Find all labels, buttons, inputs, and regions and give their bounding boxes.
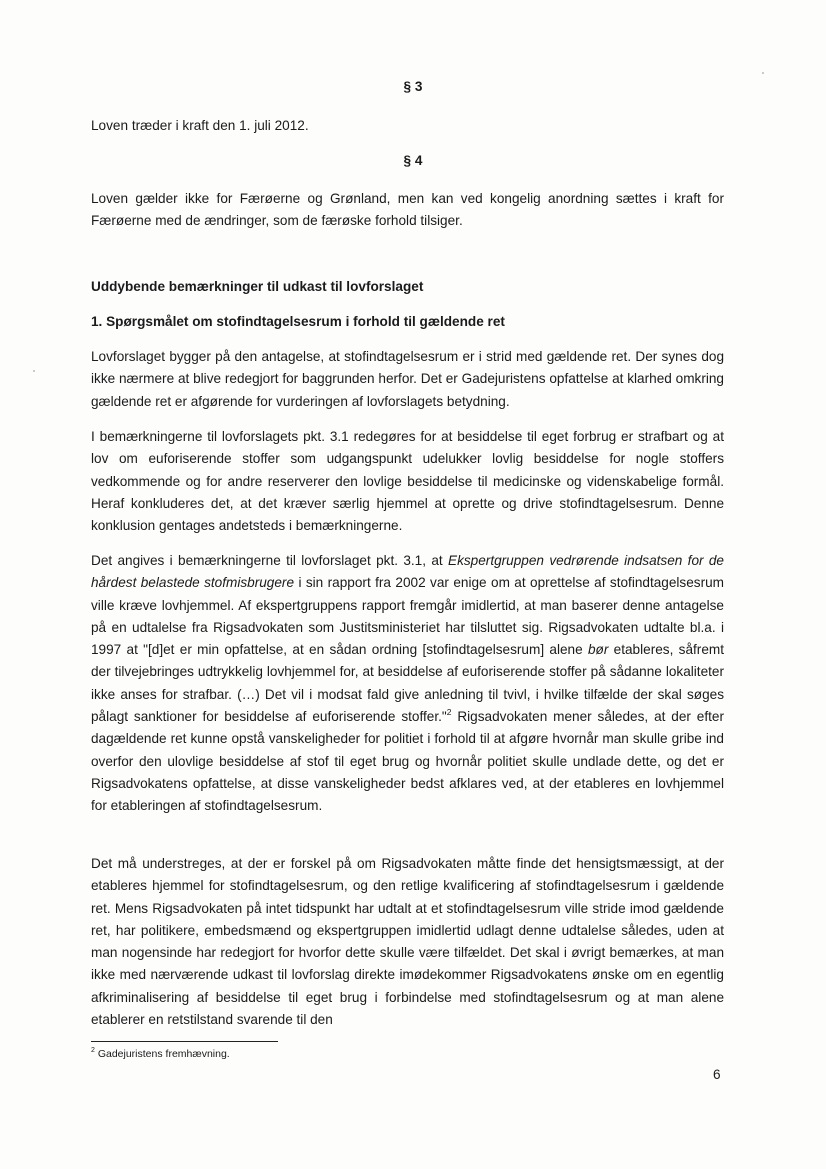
- paragraph-3-part-a: Det angives i bemærkningerne til lovforslaget pkt. 3.1, at: [91, 553, 449, 568]
- section-3-text: Loven træder i kraft den 1. juli 2012.: [91, 118, 309, 133]
- footnote-separator: [91, 1041, 278, 1042]
- scan-speck: [33, 370, 35, 372]
- paragraph-1: Lovforslaget bygger på den antagelse, at stofindtagelsesrum er i strid med gældende ret. Der synes dog ikke nærmere at blive redegjort for baggrunden herfor. Det er Gadejuristens opfattelse at klarhed omkring gældende ret er afgørende for vurderingen af lovforslagets betydning.: [91, 349, 724, 409]
- section-4-text: Loven gælder ikke for Færøerne og Grønland, men kan ved kongelig anordning sættes i kraft for Færøerne med de ændringer, som de færøske forhold tilsiger.: [91, 191, 724, 229]
- paragraph-3-part-b: i sin rapport fra 2002 var enige om at oprettelse af stofindtagelsesrum ville kræve lovhjemmel. Af ekspertgruppens rapport fremgår imidlertid, at man baserer denne antagelse på en udtalelse fra Rigsadvokaten som Justitsministeriet har tilsluttet sig. Rigsadvokaten udtalte bl.a. i 1997 at "[d]et er min opfattelse, at en sådan ordning [stofindtagelsesrum] alene: [91, 575, 725, 658]
- paragraph-3-italic-emphasis: bør: [587, 642, 609, 658]
- section-4-heading: § 4: [403, 153, 423, 168]
- section-3-heading: § 3: [403, 79, 423, 94]
- paragraph-3: [91, 550, 724, 818]
- scan-speck: [762, 72, 764, 74]
- paragraph-4: Det må understreges, at der er forskel på om Rigsadvokaten måtte finde det hensigtsmæssigt, at der etableres hjemmel for stofindtagelsesrum, og den retlige kvalificering af stofindtagelsesrum i gældende ret. Mens Rigsadvokaten på intet tidspunkt har udtalt at et stofindtagelsesrum ville stride imod gældende ret, har politikere, embedsmænd og ekspertgruppen imidlertid udlagt denne udtalelse således, uden at man nogensinde har redegjort for hvorfor dette skulle være tilfældet. Det skal i øvrigt bemærkes, at man ikke med nærværende udkast til lovforslag direkte imødekommer Rigsadvokatens ønske om en egentlig afkriminalisering af besiddelse til eget brug i forbindelse med stofindtagelsesrum og at man alene etablerer en retstilstand svarende til den: [91, 856, 724, 1028]
- paragraph-3-italic-group-name: Ekspertgruppen vedrørende indsatsen for de hårdest belastede stofmisbrugere: [91, 553, 724, 591]
- subheading-1: 1. Spørgsmålet om stofindtagelsesrum i forhold til gældende ret: [91, 314, 505, 329]
- paragraph-3-part-d: Rigsadvokaten mener således, at der efter dagældende ret kunne opstå vanskeligheder for politiet i forhold til at afgøre hvornår man skulle gribe ind overfor den ulovlige besiddelse af stof til eget brug og hvornår politiet skulle undlade dette, og det er Rigsadvokatens opfattelse, at disse vanskeligheder bedst afklares ved, at der etableres en lovhjemmel for etableringen af stofindtagelsesrum.: [91, 709, 725, 814]
- footnote-number: 2: [91, 1046, 95, 1054]
- paragraph-3-part-c: etableres, såfremt der tilvejebringes udtrykkelig lovhjemmel for, at besiddelse af euforiserende stoffer på sådanne lokaliteter ikke anses for strafbar. (…) Det vil i modsat fald give anledning til tvivl, i hvilke tilfælde der skal søges pålagt sanktioner for besiddelse af euforiserende stoffer.": [91, 642, 724, 725]
- page-number: 6: [713, 1067, 721, 1082]
- footnote: [91, 1048, 230, 1060]
- paragraph-2: I bemærkningerne til lovforslagets pkt. 3.1 redegøres for at besiddelse til eget forbrug er strafbart og at lov om euforiserende stoffer som udgangspunkt udelukker lovlig besiddelse for nogle stoffers vedkommende og for andre reserverer den lovlige besiddelse til medicinske og videnskabelige formål. Heraf konkluderes det, at det kræver særlig hjemmel at oprette og drive stofindtagelsesrum. Denne konklusion gentages andetsteds i bemærkningerne.: [91, 429, 724, 534]
- main-heading: Uddybende bemærkninger til udkast til lovforslaget: [91, 279, 424, 294]
- footnote-text: Gadejuristens fremhævning.: [97, 1048, 230, 1060]
- footnote-reference: 2: [446, 706, 452, 717]
